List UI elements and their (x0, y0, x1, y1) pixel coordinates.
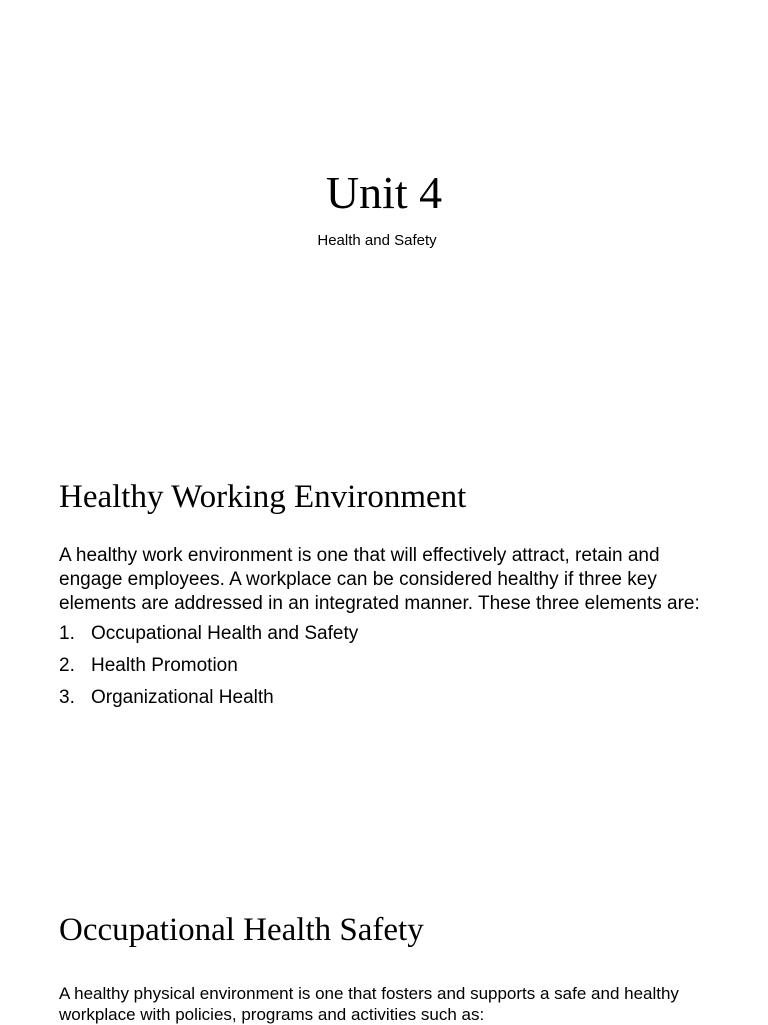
list-text: Occupational Health and Safety (91, 623, 359, 644)
section-heading: Occupational Health Safety (59, 912, 424, 948)
list-item (59, 622, 719, 646)
list-number: 3. (59, 687, 75, 708)
section-body: A healthy physical environment is one that fosters and supports a safe and healthy workplace with policies, programs and activities such as: (59, 984, 679, 1024)
section-body: A healthy work environment is one that will effectively attract, retain and engage employees. A workplace can be considered healthy if three key elements are addressed in an integrated manner. These three elements are: (59, 545, 700, 614)
healthy-working-environment-section (59, 476, 719, 718)
occupational-health-safety-section (59, 909, 719, 1025)
elements-list (59, 622, 719, 710)
title-slide (0, 165, 768, 251)
list-item (59, 654, 719, 678)
list-number: 1. (59, 623, 75, 644)
list-text: Organizational Health (91, 687, 274, 708)
list-item (59, 686, 719, 710)
list-number: 2. (59, 655, 75, 676)
section-heading: Healthy Working Environment (59, 479, 467, 515)
list-text: Health Promotion (91, 655, 238, 676)
unit-title: Unit 4 (325, 167, 443, 218)
unit-subtitle: Health and Safety (317, 232, 437, 249)
